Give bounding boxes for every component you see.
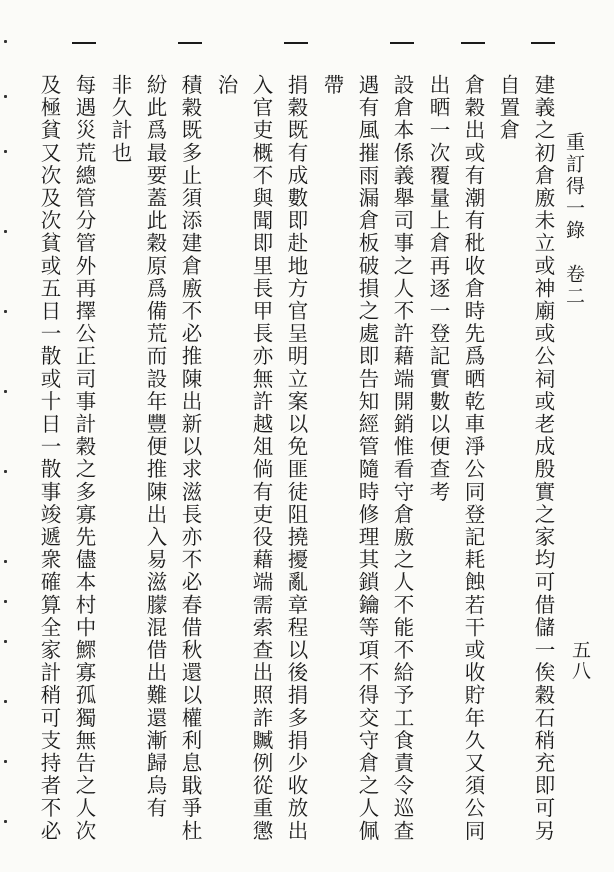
item-marker <box>284 42 308 44</box>
text-column: 帶 <box>320 74 344 97</box>
text-column: 非久計也 <box>108 74 132 165</box>
text-column: 紛此爲最要蓋此穀原爲備荒而設年豐便推陳出入易滋朦混借出難還漸歸烏有 <box>143 74 167 820</box>
page-number: 五八 <box>569 640 591 682</box>
text-column: 出晒一次覆量上倉再逐一登記實數以便查考 <box>426 74 450 504</box>
item-marker <box>178 42 202 44</box>
item-marker <box>390 42 414 44</box>
text-column: 入官吏概不與聞即里長甲長亦無許越俎倘有吏役藉端需索查出照詐贓例從重懲 <box>249 74 273 843</box>
text-column: 建義之初倉廒未立或神廟或公祠或老成殷實之家均可借儲一俟穀石稍充即可另 <box>531 74 555 843</box>
item-marker <box>531 42 555 44</box>
text-column: 及極貧又次及次貧或五日一散或十日一散事竣遞衆確算全家計稍可支持者不必 <box>37 74 61 843</box>
text-column: 治 <box>214 74 238 97</box>
vertical-text-block <box>28 36 558 866</box>
text-column: 遇有風摧雨漏倉板破損之處即告知經管隨時修理其鎖鑰等項不得交守倉之人佩 <box>355 74 379 843</box>
running-title: 重訂得一錄 卷二 <box>563 132 585 308</box>
text-column: 設倉本係義舉司事之人不許藉端開銷惟看守倉廒之人不能不給予工食責令巡查 <box>390 74 414 843</box>
text-column: 積穀既多止須添建倉廒不必推陳出新以求滋長亦不必春借秋還以權利息戢爭杜 <box>178 74 202 843</box>
text-column: 每遇災荒總管分管外再擇公正司事計穀之多寡先儘本村中鰥寡孤獨無告之人次 <box>72 74 96 843</box>
item-marker <box>461 42 485 44</box>
text-column: 自置倉 <box>496 74 520 142</box>
scan-edge-artifact <box>0 0 14 872</box>
text-column: 捐穀既有成數即赴地方官呈明立案以免匪徒阻撓擾亂章程以後捐多捐少收放出 <box>284 74 308 843</box>
item-marker <box>72 42 96 44</box>
text-column: 倉穀出或有潮有秕收倉時先爲晒乾車淨公同登記耗蝕若干或收貯年久又須公同 <box>461 74 485 843</box>
